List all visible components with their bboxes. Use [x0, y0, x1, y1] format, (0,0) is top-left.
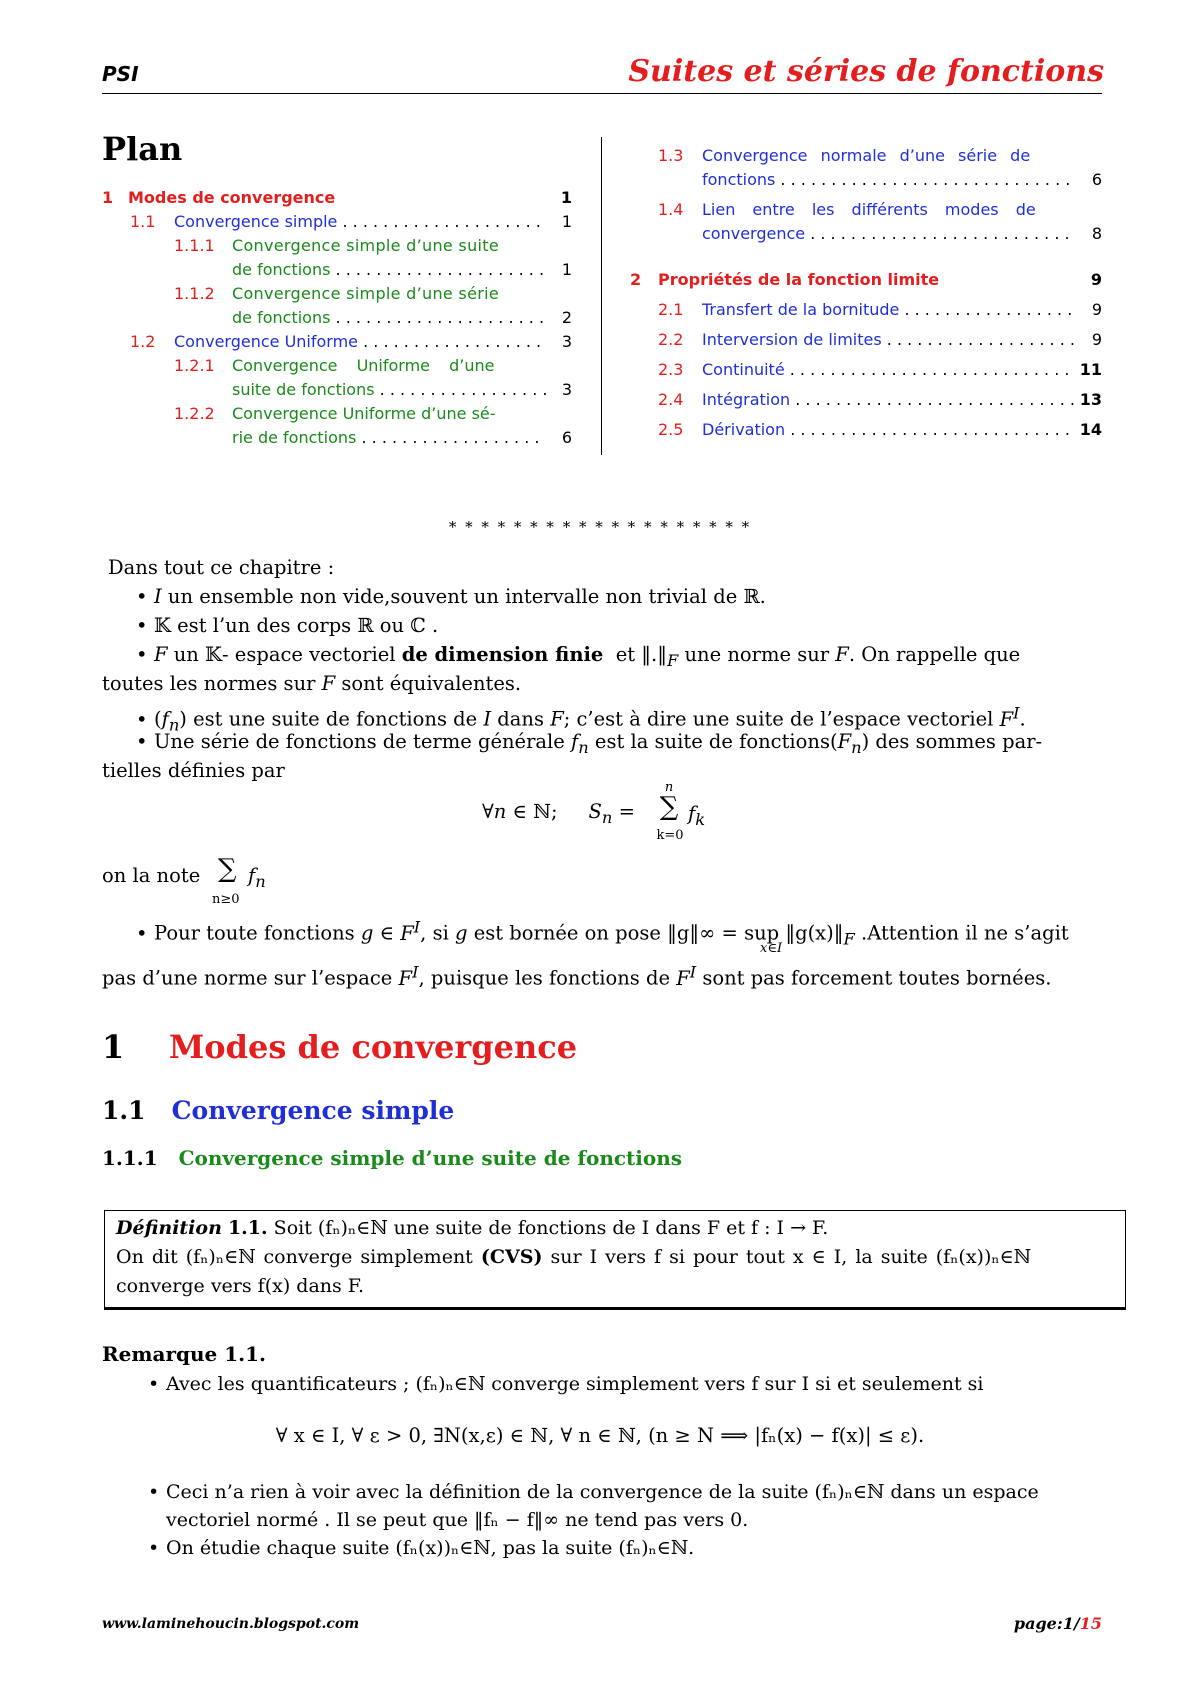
- intro-bullet-6: • Pour toute fonctions g ∈ $F^I$, si g est bornée on pose ‖g‖∞ = sup $‖g(x)‖_F$ .Attention il ne s’agit: [136, 917, 1069, 949]
- toc-label: Lien entre les différents modes de: [702, 200, 1036, 219]
- toc-num: 1.2.1: [174, 356, 215, 375]
- section-number: 1.1.1: [102, 1146, 158, 1170]
- toc-entry[interactable]: [102, 282, 572, 306]
- section-title: Convergence simple d’une suite de fonctions: [178, 1146, 683, 1170]
- formula-partial-sum: ∀n ∈ ℕ; $S_n$ =: [482, 800, 635, 827]
- bullet-icon: •: [136, 585, 148, 608]
- bullet-icon: •: [136, 614, 148, 637]
- remark-bullet-1: [148, 1370, 983, 1398]
- sum-lower: k=0: [656, 828, 684, 843]
- toc-page: 3: [561, 380, 572, 399]
- intro-b6f: , puisque les fonctions de: [418, 966, 670, 990]
- intro-bullet-5: • Une série de fonctions de terme générale $f_n$ est la suite de $fonctions(F_n)$ des sommes par-: [136, 730, 1043, 757]
- toc-label: suite de fonctions . . .: [232, 378, 546, 402]
- intro-b5c: ) des sommes par-: [861, 730, 1043, 753]
- toc-label: Convergence simple d’une série: [232, 284, 499, 303]
- toc-entry[interactable]: [102, 186, 572, 210]
- bullet-icon: •: [136, 921, 148, 945]
- toc-label: Propriétés de la fonction limite: [658, 270, 940, 289]
- toc-label: Dérivation . . .: [702, 418, 1076, 442]
- intro-bullet-3: • F un 𝕂- espace vectoriel de dimension finie et $‖.‖_F$ une norme sur F. On rappelle que: [136, 643, 1021, 670]
- toc-page: 9: [1091, 300, 1102, 319]
- toc-entry[interactable]: [630, 298, 1102, 322]
- header-title: Suites et séries de fonctions: [628, 54, 1104, 89]
- page-label: page:1/: [1013, 1614, 1080, 1633]
- toc-label: convergence . . .: [702, 222, 1076, 246]
- intro-b4c: ; c’est à dire une suite de l’espace vectoriel: [563, 707, 994, 731]
- section-title: Convergence simple: [171, 1096, 455, 1125]
- toc-label: Interversion de limites . . .: [702, 328, 1076, 352]
- toc-right: [630, 144, 1102, 442]
- toc-label: Convergence Uniforme . . .: [174, 330, 546, 354]
- toc-page: 11: [1079, 360, 1102, 379]
- sum-sigma: ∑: [659, 792, 679, 822]
- toc-num: 2.4: [658, 390, 684, 409]
- intro-bullet-5-cont: tielles définies par: [102, 759, 285, 782]
- toc-label: Convergence simple d’une suite: [232, 236, 499, 255]
- toc-entry[interactable]: [102, 234, 572, 258]
- toc-label: Transfert de la bornitude . . .: [702, 298, 1076, 322]
- toc-label: Convergence normale d’une série de: [702, 146, 1031, 165]
- definition-line-3: converge vers f(x) dans F.: [116, 1275, 365, 1297]
- toc-num: 1.1.1: [174, 236, 215, 255]
- sup-sub: x∈I: [760, 941, 783, 956]
- toc-left: [102, 186, 572, 450]
- note-line: [102, 862, 200, 890]
- intro-b6b: , si: [420, 921, 449, 945]
- toc-entry-cont[interactable]: [102, 258, 572, 282]
- footer-url[interactable]: www.laminehoucin.blogspot.com: [102, 1616, 360, 1632]
- remark-bullet-2: [148, 1478, 1039, 1506]
- remark-text-1: Avec les quantificateurs ; (fₙ)ₙ∈ℕ converge simplement vers f sur I si et seulement si: [166, 1373, 984, 1395]
- toc-num: 1.1: [130, 212, 156, 231]
- intro-b3c: une norme sur: [684, 643, 830, 666]
- remark-title: Remarque 1.1.: [102, 1342, 266, 1366]
- toc-num: 1: [102, 188, 114, 207]
- toc-label: de fonctions . . .: [232, 258, 546, 282]
- intro-b5a: Une série de fonctions de terme générale: [154, 730, 565, 753]
- toc-page: 1: [561, 260, 572, 279]
- intro-b4a: est une suite de fonctions de: [193, 707, 478, 731]
- definition-text-1: Soit (fₙ)ₙ∈ℕ une suite de fonctions de I dans F et f : I → F.: [273, 1217, 829, 1239]
- definition-text-2a: On dit (fₙ)ₙ∈ℕ converge simplement: [116, 1246, 473, 1268]
- toc-entry-cont[interactable]: [102, 426, 572, 450]
- toc-entry-cont[interactable]: [102, 378, 572, 402]
- toc-page: 1: [561, 212, 572, 231]
- bullet-icon: •: [148, 1481, 160, 1503]
- toc-divider: [601, 137, 602, 455]
- toc-entry[interactable]: [630, 358, 1102, 382]
- intro-b4b: dans: [497, 707, 544, 731]
- toc-entry[interactable]: [630, 198, 1102, 222]
- intro-b3a: un 𝕂- espace vectoriel: [173, 643, 396, 666]
- toc-entry-cont[interactable]: [630, 222, 1102, 246]
- toc-label: Continuité . . .: [702, 358, 1076, 382]
- page-total: 15: [1079, 1614, 1102, 1633]
- definition-label: Définition: [116, 1217, 222, 1239]
- definition-line-2: [116, 1243, 1031, 1271]
- intro-b3f: sont équivalentes.: [341, 672, 522, 695]
- section-1-1-1-heading: [102, 1146, 682, 1170]
- intro-b6a: Pour toute fonctions: [154, 921, 355, 945]
- toc-entry[interactable]: [630, 418, 1102, 442]
- toc-label: Convergence simple . . .: [174, 210, 546, 234]
- intro-bullet-1: • I un ensemble non vide,souvent un intervalle non trivial de ℝ.: [136, 583, 766, 611]
- bullet-icon: •: [148, 1537, 160, 1559]
- definition-text-2b: sur I vers f si pour tout x ∈ I, la suite (fₙ(x))ₙ∈ℕ: [550, 1246, 1032, 1268]
- intro-bullet-2: [136, 612, 438, 640]
- toc-entry[interactable]: [102, 402, 572, 426]
- toc-page: 8: [1091, 224, 1102, 243]
- remark-bullet-3: [148, 1534, 694, 1562]
- sum-upper: n: [664, 780, 674, 795]
- toc-entry[interactable]: [630, 144, 1102, 168]
- remark-bullet-2-cont: vectoriel normé . Il se peut que ‖fₙ − f‖∞ ne tend pas vers 0.: [166, 1509, 749, 1531]
- toc-num: 2.5: [658, 420, 684, 439]
- toc-page: 9: [1091, 330, 1102, 349]
- footer-page: [1014, 1614, 1102, 1633]
- toc-num: 1.2: [130, 332, 156, 351]
- note-sigma: ∑: [218, 854, 237, 884]
- note-text: on la note: [102, 864, 201, 887]
- header-left: PSI: [102, 62, 139, 86]
- toc-label: Intégration . . .: [702, 388, 1076, 412]
- toc-page: 13: [1079, 390, 1102, 409]
- toc-num: 2: [630, 270, 642, 289]
- intro-bullet-6-cont: pas d’une norme sur l’espace $F^I$, puisque les fonctions de $F^I$ sont pas forcement toutes bornées.: [102, 962, 1052, 990]
- toc-entry-cont[interactable]: [630, 168, 1102, 192]
- toc-label: Modes de convergence: [128, 188, 336, 207]
- intro-b6g: sont pas forcement toutes bornées.: [702, 966, 1052, 990]
- bullet-icon: •: [136, 643, 148, 666]
- toc-label: rie de fonctions . . .: [232, 426, 546, 450]
- toc-entry[interactable]: [102, 210, 572, 234]
- intro-b3d: . On rappelle que: [848, 643, 1021, 666]
- toc-page: 1: [560, 188, 572, 207]
- remark-formula: ∀ x ∈ I, ∀ ε > 0, ∃N(x,ε) ∈ ℕ, ∀ n ∈ ℕ, (n ≥ N ⟹ |fₙ(x) − f(x)| ≤ ε).: [275, 1424, 925, 1447]
- bullet-icon: •: [148, 1373, 160, 1395]
- toc-num: 1.4: [658, 200, 684, 219]
- section-1-heading: [102, 1028, 577, 1066]
- section-number: 1: [102, 1028, 125, 1066]
- toc-num: 1.1.2: [174, 284, 215, 303]
- bullet-icon: •: [136, 707, 148, 731]
- intro-b1-text: un ensemble non vide,souvent un intervalle non trivial de ℝ.: [167, 585, 766, 608]
- intro-b5b: est la suite de fonctions(: [594, 730, 838, 753]
- note-term: $f_n$: [248, 864, 266, 891]
- toc-num: 2.3: [658, 360, 684, 379]
- toc-entry-cont[interactable]: [102, 306, 572, 330]
- header-rule: [102, 93, 1102, 94]
- section-number: 1.1: [102, 1096, 146, 1125]
- toc-entry[interactable]: [102, 354, 572, 378]
- toc-entry[interactable]: [630, 268, 1102, 292]
- definition-cvs: (CVS): [480, 1246, 543, 1268]
- sum-term: $f_k$: [688, 802, 706, 829]
- remark-text-3: On étudie chaque suite (fₙ(x))ₙ∈ℕ, pas la suite (fₙ)ₙ∈ℕ.: [166, 1537, 695, 1559]
- toc-label: Convergence Uniforme d’une: [232, 356, 495, 375]
- toc-page: 6: [561, 428, 572, 447]
- intro-lead: Dans tout ce chapitre :: [108, 556, 335, 579]
- bullet-icon: •: [136, 730, 148, 753]
- intro-b3-bold: de dimension finie: [401, 643, 604, 666]
- toc-label: de fonctions . . .: [232, 306, 546, 330]
- toc-num: 2.1: [658, 300, 684, 319]
- toc-page: 6: [1091, 170, 1102, 189]
- toc-num: 1.2.2: [174, 404, 215, 423]
- toc-page: 2: [561, 308, 572, 327]
- intro-b6e: pas d’une norme sur l’espace: [102, 966, 393, 990]
- definition-number: 1.1.: [227, 1217, 268, 1239]
- toc-page: 9: [1090, 270, 1102, 289]
- toc-entry[interactable]: [102, 330, 572, 354]
- plan-title: Plan: [102, 130, 183, 168]
- toc-page: 14: [1079, 420, 1102, 439]
- toc-entry[interactable]: [630, 328, 1102, 352]
- toc-entry[interactable]: [630, 388, 1102, 412]
- intro-bullet-3-cont: toutes les normes sur F sont équivalentes.: [102, 672, 522, 695]
- intro-b6d: .Attention il ne s’agit: [861, 921, 1069, 945]
- toc-num: 2.2: [658, 330, 684, 349]
- intro-b2-text: 𝕂 est l’un des corps ℝ ou ℂ .: [154, 614, 439, 637]
- intro-b3e: toutes les normes sur: [102, 672, 316, 695]
- stars-separator: * * * * * * * * * * * * * * * * * * *: [448, 518, 752, 536]
- section-1-1-heading: [102, 1096, 454, 1125]
- intro-bullet-4: • $(f_n)$ est une suite de fonctions de I dans F; c’est à dire une suite de l’espace vectoriel $F^I$.: [136, 703, 1026, 735]
- remark-text-2a: Ceci n’a rien à voir avec la définition de la convergence de la suite (fₙ)ₙ∈ℕ dans un espace: [166, 1481, 1039, 1503]
- note-sub: n≥0: [212, 892, 240, 907]
- toc-label: fonctions . . .: [702, 168, 1076, 192]
- section-title: Modes de convergence: [168, 1028, 578, 1066]
- intro-b6c: est bornée on pose ‖g‖∞ = sup ‖g(x)‖: [473, 921, 844, 945]
- toc-num: 1.3: [658, 146, 684, 165]
- toc-label: Convergence Uniforme d’une sé-: [232, 404, 496, 423]
- definition-line-1: [116, 1214, 828, 1242]
- intro-b3b: et ‖.‖: [615, 643, 668, 666]
- toc-page: 3: [561, 332, 572, 351]
